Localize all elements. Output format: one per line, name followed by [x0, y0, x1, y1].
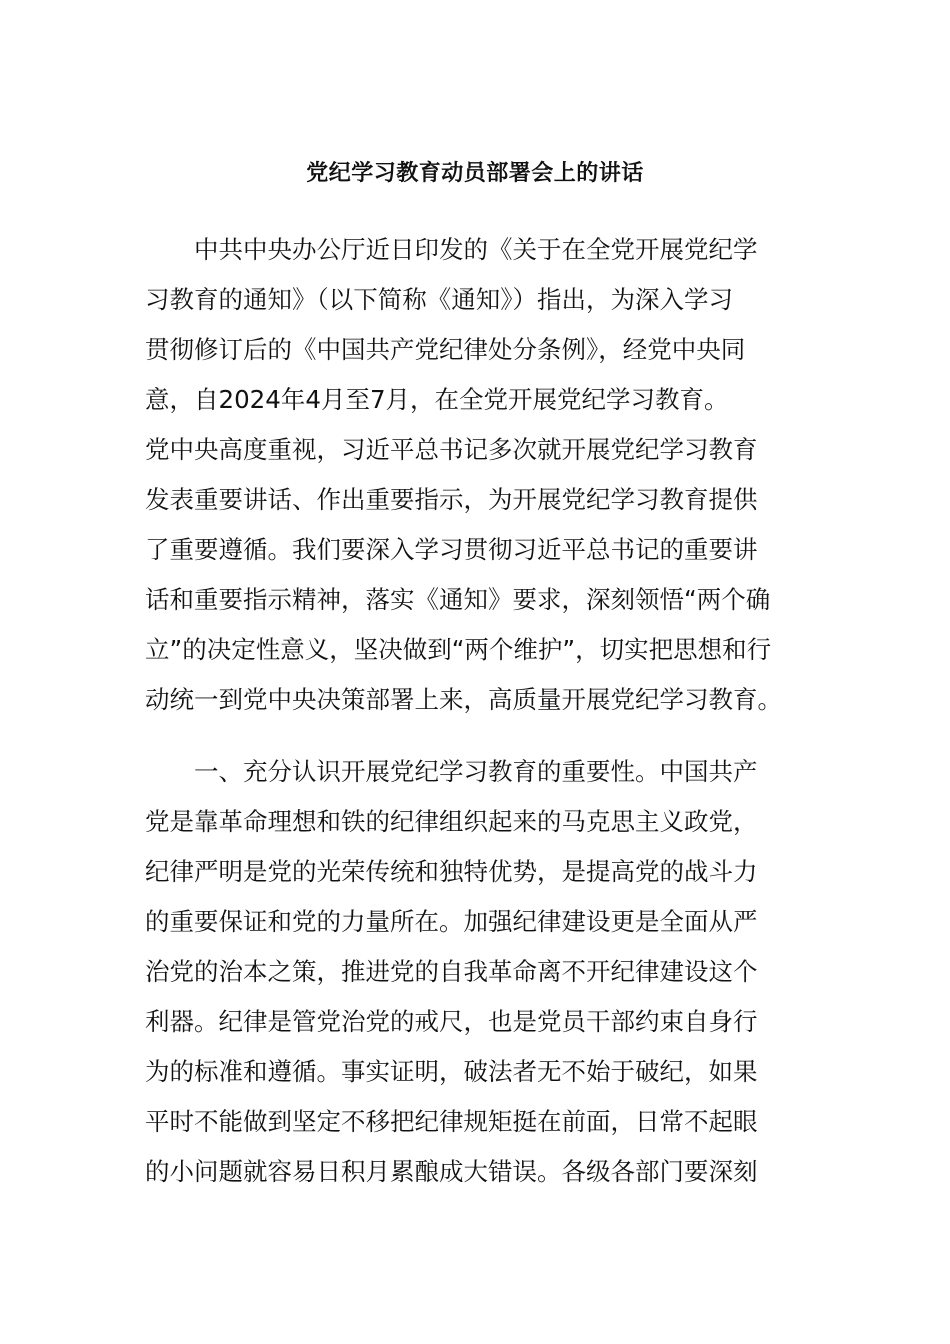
text-line: 发表重要讲话、作出重要指示，为开展党纪学习教育提供 — [145, 485, 758, 514]
text-line: 利器。纪律是管党治党的戒尺，也是党员干部约束自身行 — [145, 1007, 758, 1036]
text-line: 中共中央办公厅近日印发的《关于在全党开展党纪学 — [194, 235, 758, 264]
text-line: 动统一到党中央决策部署上来，高质量开展党纪学习教育。 — [145, 685, 782, 714]
text-line: 为的标准和遵循。事实证明，破法者无不始于破纪，如果 — [145, 1057, 758, 1086]
page-title: 党纪学习教育动员部署会上的讲话 — [306, 161, 644, 186]
text-line: 了重要遵循。我们要深入学习贯彻习近平总书记的重要讲 — [145, 535, 758, 564]
text-line: 立”的决定性意义，坚决做到“两个维护”，切实把思想和行 — [145, 635, 772, 664]
text-line: 治党的治本之策，推进党的自我革命离不开纪律建设这个 — [145, 957, 758, 986]
text-line: 意，自2024年4月至7月，在全党开展党纪学习教育。 — [145, 385, 729, 414]
paragraph-section-one — [145, 747, 805, 1197]
text-line: 贯彻修订后的《中国共产党纪律处分条例》，经党中央同 — [145, 335, 746, 364]
text-line: 平时不能做到坚定不移把纪律规矩挺在前面，日常不起眼 — [145, 1107, 758, 1136]
text-line: 党是靠革命理想和铁的纪律组织起来的马克思主义政党， — [145, 807, 758, 836]
text-line: 习教育的通知》（以下简称《通知》）指出，为深入学习 — [145, 285, 733, 314]
text-line: 一、充分认识开展党纪学习教育的重要性。中国共产 — [194, 757, 758, 786]
text-line: 的小问题就容易日积月累酿成大错误。各级各部门要深刻 — [145, 1157, 758, 1186]
paragraph-intro — [145, 225, 805, 725]
text-line: 纪律严明是党的光荣传统和独特优势，是提高党的战斗力 — [145, 857, 758, 886]
text-line: 话和重要指示精神，落实《通知》要求，深刻领悟“两个确 — [145, 585, 771, 614]
text-line: 的重要保证和党的力量所在。加强纪律建设更是全面从严 — [145, 907, 758, 936]
text-line: 党中央高度重视，习近平总书记多次就开展党纪学习教育 — [145, 435, 758, 464]
